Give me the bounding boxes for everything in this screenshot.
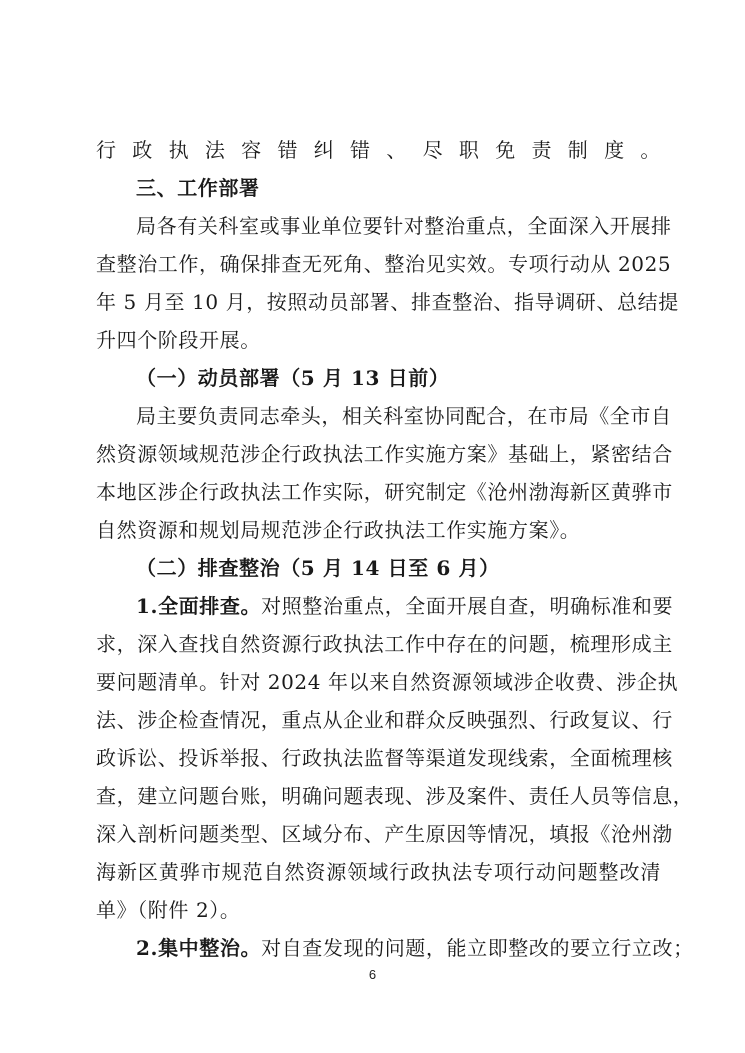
paragraph-line: 深入剖析问题类型、区域分布、产生原因等情况，填报《沧州渤 [96, 822, 673, 846]
paragraph-line: 局主要负责同志牵头，相关科室协同配合，在市局《全市自 [136, 404, 672, 428]
paragraph-line: 海新区黄骅市规范自然资源领域行政执法专项行动问题整改清 [96, 860, 661, 884]
paragraph-line: 单》（附件 2）。 [96, 898, 241, 922]
subsection-heading: （二）排查整治（5 月 14 日至 6 月） [136, 556, 500, 580]
paragraph-line: 查整治工作，确保排查无死角、整治见实效。专项行动从 2025 [96, 252, 672, 276]
page-number: 6 [368, 967, 377, 982]
run-in-heading: 1.全面排查。 [136, 594, 262, 618]
paragraph-line: 政诉讼、投诉举报、行政执法监督等渠道发现线索，全面梳理核 [96, 746, 673, 770]
paragraph-line: 求，深入查找自然资源行政执法工作中存在的问题，梳理形成主 [96, 632, 673, 656]
paragraph-line: 局各有关科室或事业单位要针对整治重点，全面深入开展排 [136, 214, 672, 238]
paragraph-line: 年 5 月至 10 月，按照动员部署、排查整治、指导调研、总结提 [96, 290, 679, 314]
paragraph-text: 对自查发现的问题，能立即整改的要立行立改； [261, 936, 694, 960]
paragraph-text: 对照整治重点，全面开展自查，明确标准和要 [261, 594, 674, 618]
subsection-heading: （一）动员部署（5 月 13 日前） [136, 366, 450, 390]
paragraph-line: 本地区涉企行政执法工作实际，研究制定《沧州渤海新区黄骅市 [96, 480, 673, 504]
paragraph-line: 查，建立问题台账，明确问题表现、涉及案件、责任人员等信息， [96, 784, 694, 808]
paragraph-line: 自然资源和规划局规范涉企行政执法工作实施方案》。 [96, 518, 581, 542]
run-in-heading: 2.集中整治。 [136, 936, 262, 960]
paragraph-line: 升四个阶段开展。 [96, 328, 261, 352]
paragraph-line: 要问题清单。针对 2024 年以来自然资源领域涉企收费、涉企执 [96, 670, 679, 694]
paragraph-line [136, 936, 694, 960]
paragraph-line [136, 594, 674, 618]
section-heading: 三、工作部署 [136, 176, 260, 200]
paragraph-line: 法、涉企检查情况，重点从企业和群众反映强烈、行政复议、行 [96, 708, 673, 732]
paragraph-line: 然资源领域规范涉企行政执法工作实施方案》基础上，紧密结合 [96, 442, 673, 466]
paragraph-line: 行政执法容错纠错、尽职免责制度。 [96, 138, 661, 162]
